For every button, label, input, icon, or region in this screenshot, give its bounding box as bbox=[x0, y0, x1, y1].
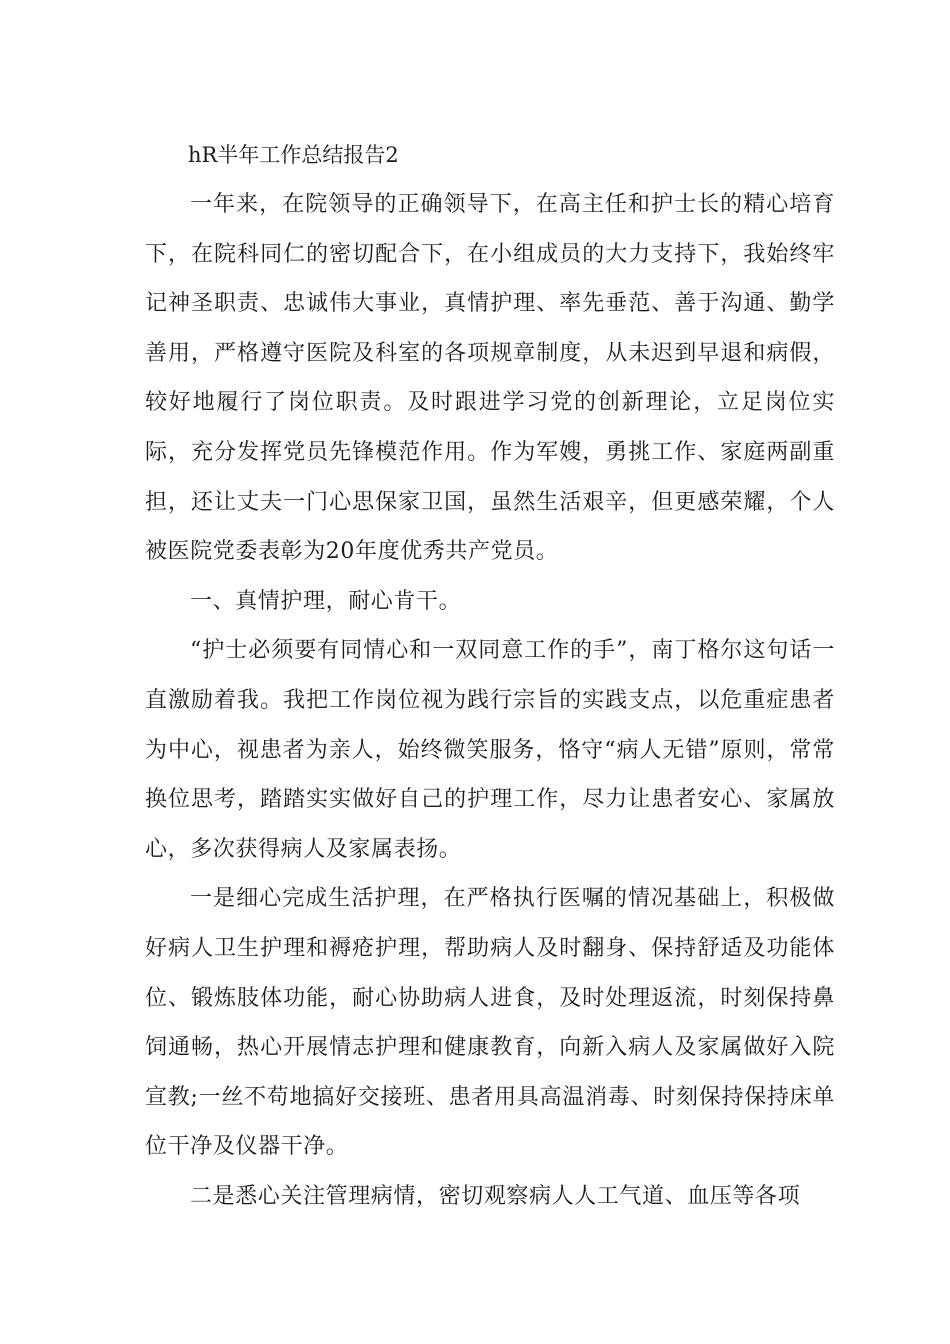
paragraph-point-one: 一是细心完成生活护理，在严格执行医嘱的情况基础上，积极做好病人卫生护理和褥疮护理，帮助病人及时翻身、保持舒适及功能体位、锻炼肢体功能，耐心协助病人进食，及时处理返流，时刻保持鼻饲通畅，热心开展情志护理和健康教育，向新入病人及家属做好入院宣教;一丝不苟地搞好交接班、患者用具高温消毒、时刻保持保持床单位干净及仪器干净。 bbox=[145, 886, 835, 1160]
paragraph-nightingale: “护士必须要有同情心和一双同意工作的手”，南丁格尔这句话一直激励着我。我把工作岗位视为践行宗旨的实践支点，以危重症患者为中心，视患者为亲人，始终微笑服务，恪守“病人无错”原则，常常换位思考，踏踏实实做好自己的护理工作，尽力让患者安心、家属放心，多次获得病人及家属表扬。 bbox=[145, 638, 835, 862]
document-title: hR半年工作总结报告2 bbox=[188, 143, 399, 167]
paragraph-intro: 一年来，在院领导的正确领导下，在高主任和护士长的精心培育下，在院科同仁的密切配合下，在小组成员的大力支持下，我始终牢记神圣职责、忠诚伟大事业，真情护理、率先垂范、善于沟通、勤学善用，严格遵守医院及科室的各项规章制度，从未迟到早退和病假，较好地履行了岗位职责。及时跟进学习党的创新理论，立足岗位实际，充分发挥党员先锋模范作用。作为军嫂，勇挑工作、家庭两副重担，还让丈夫一门心思保家卫国，虽然生活艰辛，但更感荣耀，个人被医院党委表彰为20年度优秀共产党员。 bbox=[145, 192, 835, 565]
section-heading-1: 一、真情护理，耐心肯干。 bbox=[190, 588, 462, 614]
document-body bbox=[145, 130, 835, 1221]
paragraph-point-two: 二是悉心关注管理病情，密切观察病人人工气道、血压等各项 bbox=[190, 1183, 801, 1209]
